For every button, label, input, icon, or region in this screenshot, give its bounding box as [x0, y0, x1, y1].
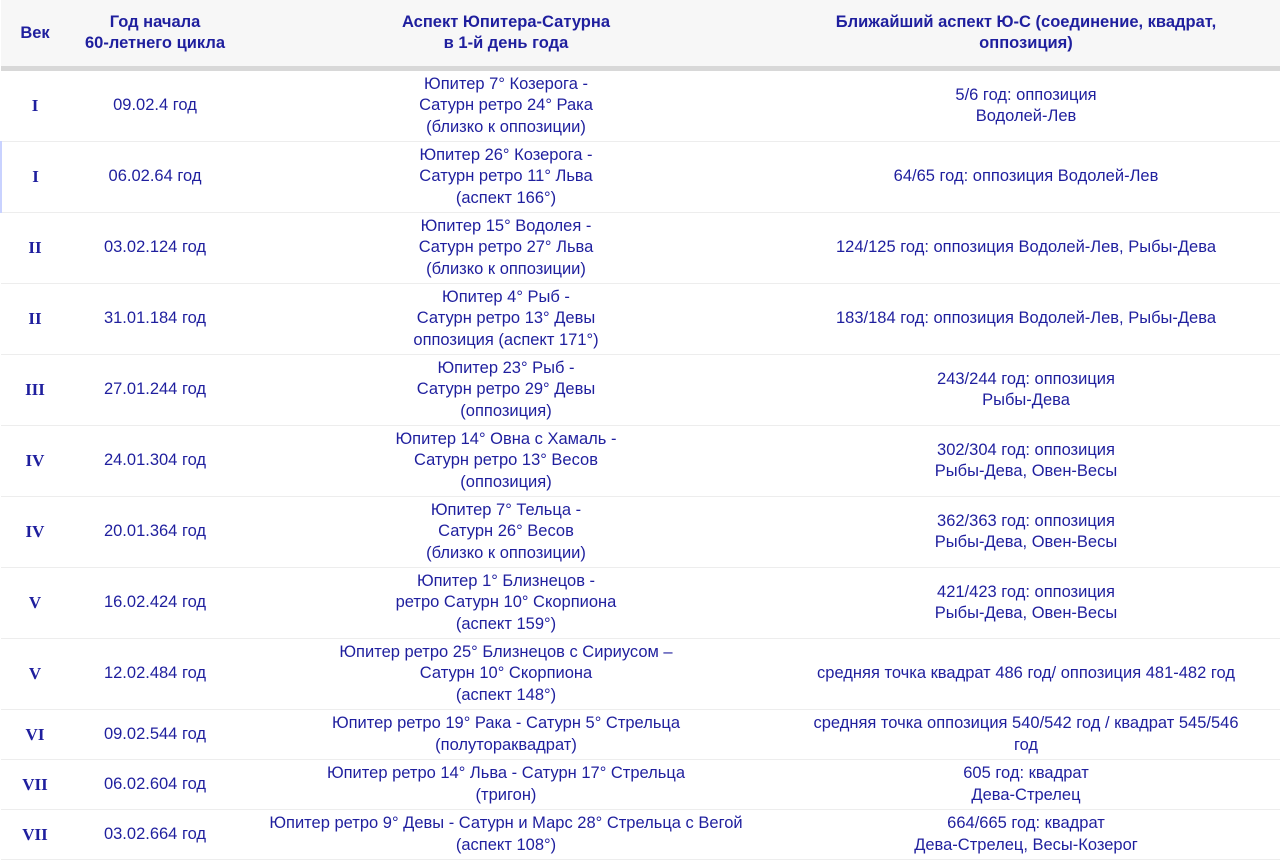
cycle-start-cell: 12.02.484 год: [69, 639, 241, 710]
aspect-line: оппозиция (аспект 171°): [413, 330, 599, 349]
aspect-cell: [241, 497, 771, 568]
nearest-aspect-cell: [771, 355, 1280, 426]
header-aspect-line: Аспект Юпитера-Сатурна: [401, 13, 611, 31]
aspect-line: (аспект 108°): [455, 835, 557, 854]
nearest-aspect-cell: [771, 284, 1280, 355]
cycle-start-cell: 03.02.124 год: [69, 213, 241, 284]
aspect-cell: [241, 568, 771, 639]
century-cell: IV: [1, 497, 69, 568]
table-row: [1, 710, 1280, 760]
table-row: [1, 426, 1280, 497]
table-row: [1, 639, 1280, 710]
nearest-line: 124/125 год: оппозиция Водолей-Лев, Рыбы-Дева: [836, 238, 1216, 257]
cycle-start-cell: 06.02.64 год: [69, 142, 241, 213]
aspect-line: Сатурн ретро 27° Льва: [418, 238, 594, 257]
aspect-line: (оппозиция): [460, 472, 552, 491]
aspect-line: Сатурн ретро 29° Девы: [416, 380, 596, 399]
nearest-line: 243/244 год: оппозиция: [937, 369, 1115, 388]
header-cycle-start-line: 60-летнего цикла: [84, 34, 226, 52]
header-aspect-line: в 1-й день года: [443, 34, 569, 52]
nearest-aspect-cell: [771, 568, 1280, 639]
table-row: [1, 213, 1280, 284]
nearest-line: 64/65 год: оппозиция Водолей-Лев: [893, 167, 1159, 186]
aspect-cell: [241, 355, 771, 426]
aspect-cell: [241, 142, 771, 213]
header-cycle-start: [69, 0, 241, 69]
cycle-start-cell: 24.01.304 год: [69, 426, 241, 497]
century-cell: VI: [1, 710, 69, 760]
aspect-line: Юпитер 7° Козерога -: [424, 74, 588, 93]
aspect-cell: [241, 426, 771, 497]
nearest-line: 421/423 год: оппозиция: [937, 582, 1115, 601]
century-cell: V: [1, 568, 69, 639]
century-cell: II: [1, 284, 69, 355]
aspect-line: Сатурн ретро 11° Льва: [419, 167, 593, 186]
nearest-line: Рыбы-Дева: [982, 391, 1070, 409]
header-century: Век: [1, 0, 69, 69]
aspect-cell: [241, 639, 771, 710]
century-cell: V: [1, 639, 69, 710]
aspect-line: Юпитер ретро 9° Девы - Сатурн и Марс 28° Стрельца с Вегой: [269, 814, 743, 832]
nearest-line: Рыбы-Дева, Овен-Весы: [934, 533, 1118, 551]
nearest-aspect-cell: [771, 426, 1280, 497]
table-row: [1, 760, 1280, 810]
nearest-line: Дева-Стрелец: [971, 785, 1081, 804]
aspect-cell: [241, 710, 771, 760]
aspect-cell: [241, 213, 771, 284]
aspect-line: (аспект 148°): [455, 685, 557, 704]
aspect-line: ретро Сатурн 10° Скорпиона: [395, 593, 617, 612]
aspect-cell: [241, 284, 771, 355]
table-row: [1, 568, 1280, 639]
nearest-line: средняя точка квадрат 486 год/ оппозиция 481-482 год: [817, 664, 1235, 683]
nearest-line: 5/6 год: оппозиция: [955, 85, 1097, 104]
cycle-start-cell: 06.02.604 год: [69, 760, 241, 810]
nearest-line: Рыбы-Дева, Овен-Весы: [934, 462, 1118, 480]
nearest-line: 362/363 год: оппозиция: [937, 511, 1115, 530]
nearest-aspect-cell: [771, 710, 1280, 760]
aspect-line: Юпитер ретро 19° Рака - Сатурн 5° Стрельца: [331, 714, 681, 732]
table-row: [1, 355, 1280, 426]
header-aspect: [241, 0, 771, 69]
nearest-aspect-cell: [771, 69, 1280, 142]
aspect-line: Юпитер 7° Тельца -: [430, 500, 582, 519]
table-row: [1, 142, 1280, 213]
header-cycle-start-line: Год начала: [109, 13, 201, 31]
nearest-aspect-cell: [771, 760, 1280, 810]
table-body: [1, 69, 1280, 860]
aspect-line: (близко к оппозиции): [426, 543, 586, 562]
nearest-aspect-cell: [771, 497, 1280, 568]
header-nearest-aspect: [771, 0, 1280, 69]
aspect-line: Сатурн 26° Весов: [438, 522, 574, 541]
nearest-line: Рыбы-Дева, Овен-Весы: [934, 604, 1118, 622]
aspect-cell: [241, 810, 771, 860]
aspect-cell: [241, 69, 771, 142]
aspect-line: Сатурн ретро 13° Весов: [414, 451, 598, 470]
century-cell: VII: [1, 810, 69, 860]
cycle-start-cell: 03.02.664 год: [69, 810, 241, 860]
aspect-line: (тригон): [475, 785, 537, 804]
aspect-line: (аспект 159°): [455, 614, 557, 633]
table-row: [1, 810, 1280, 860]
nearest-line: 183/184 год: оппозиция Водолей-Лев, Рыбы-Дева: [836, 309, 1216, 328]
aspect-line: Сатурн ретро 24° Рака: [419, 96, 593, 115]
century-cell: III: [1, 355, 69, 426]
aspect-line: (близко к оппозиции): [426, 117, 586, 136]
aspect-line: Сатурн ретро 13° Девы: [416, 309, 596, 328]
century-cell: I: [1, 142, 69, 213]
table-row: [1, 497, 1280, 568]
aspect-line: (оппозиция): [460, 401, 552, 420]
table-row: [1, 284, 1280, 355]
nearest-line: 302/304 год: оппозиция: [937, 440, 1115, 459]
aspect-line: Юпитер 4° Рыб -: [442, 287, 570, 306]
cycle-start-cell: 20.01.364 год: [69, 497, 241, 568]
header-row: [1, 0, 1280, 69]
century-cell: VII: [1, 760, 69, 810]
nearest-line: Дева-Стрелец, Весы-Козерог: [914, 835, 1138, 854]
aspect-line: Юпитер 1° Близнецов -: [416, 571, 596, 590]
cycle-start-cell: 09.02.544 год: [69, 710, 241, 760]
cycle-start-cell: 09.02.4 год: [69, 69, 241, 142]
nearest-aspect-cell: [771, 213, 1280, 284]
nearest-line: Водолей-Лев: [975, 107, 1077, 125]
aspect-line: Юпитер ретро 25° Близнецов с Сириусом –: [339, 642, 673, 661]
aspect-line: Юпитер 14° Овна с Хамаль -: [395, 429, 617, 448]
nearest-aspect-cell: [771, 142, 1280, 213]
nearest-line: 605 год: квадрат: [963, 764, 1089, 782]
century-cell: IV: [1, 426, 69, 497]
aspect-line: (аспект 166°): [455, 188, 557, 207]
aspect-line: (близко к оппозиции): [426, 259, 586, 278]
cycle-start-cell: 27.01.244 год: [69, 355, 241, 426]
nearest-aspect-cell: [771, 810, 1280, 860]
nearest-line: год: [1013, 735, 1039, 754]
aspect-line: Юпитер 23° Рыб -: [437, 358, 575, 377]
century-cell: II: [1, 213, 69, 284]
aspect-line: Сатурн 10° Скорпиона: [419, 664, 593, 683]
header-nearest-line: оппозиция): [979, 34, 1073, 52]
cycle-start-cell: 16.02.424 год: [69, 568, 241, 639]
cycle-start-cell: 31.01.184 год: [69, 284, 241, 355]
header-nearest-line: Ближайший аспект Ю-С (соединение, квадрат,: [835, 13, 1217, 31]
aspect-line: Юпитер ретро 14° Льва - Сатурн 17° Стрельца: [326, 764, 686, 782]
nearest-line: 664/665 год: квадрат: [947, 814, 1105, 832]
aspect-cell: [241, 760, 771, 810]
nearest-aspect-cell: [771, 639, 1280, 710]
aspect-line: Юпитер 26° Козерога -: [419, 145, 593, 164]
aspect-line: Юпитер 15° Водолея -: [420, 216, 592, 235]
aspect-line: (полутораквадрат): [435, 735, 577, 754]
century-cell: I: [1, 69, 69, 142]
table-row: [1, 69, 1280, 142]
nearest-line: средняя точка оппозиция 540/542 год / квадрат 545/546: [813, 714, 1239, 732]
